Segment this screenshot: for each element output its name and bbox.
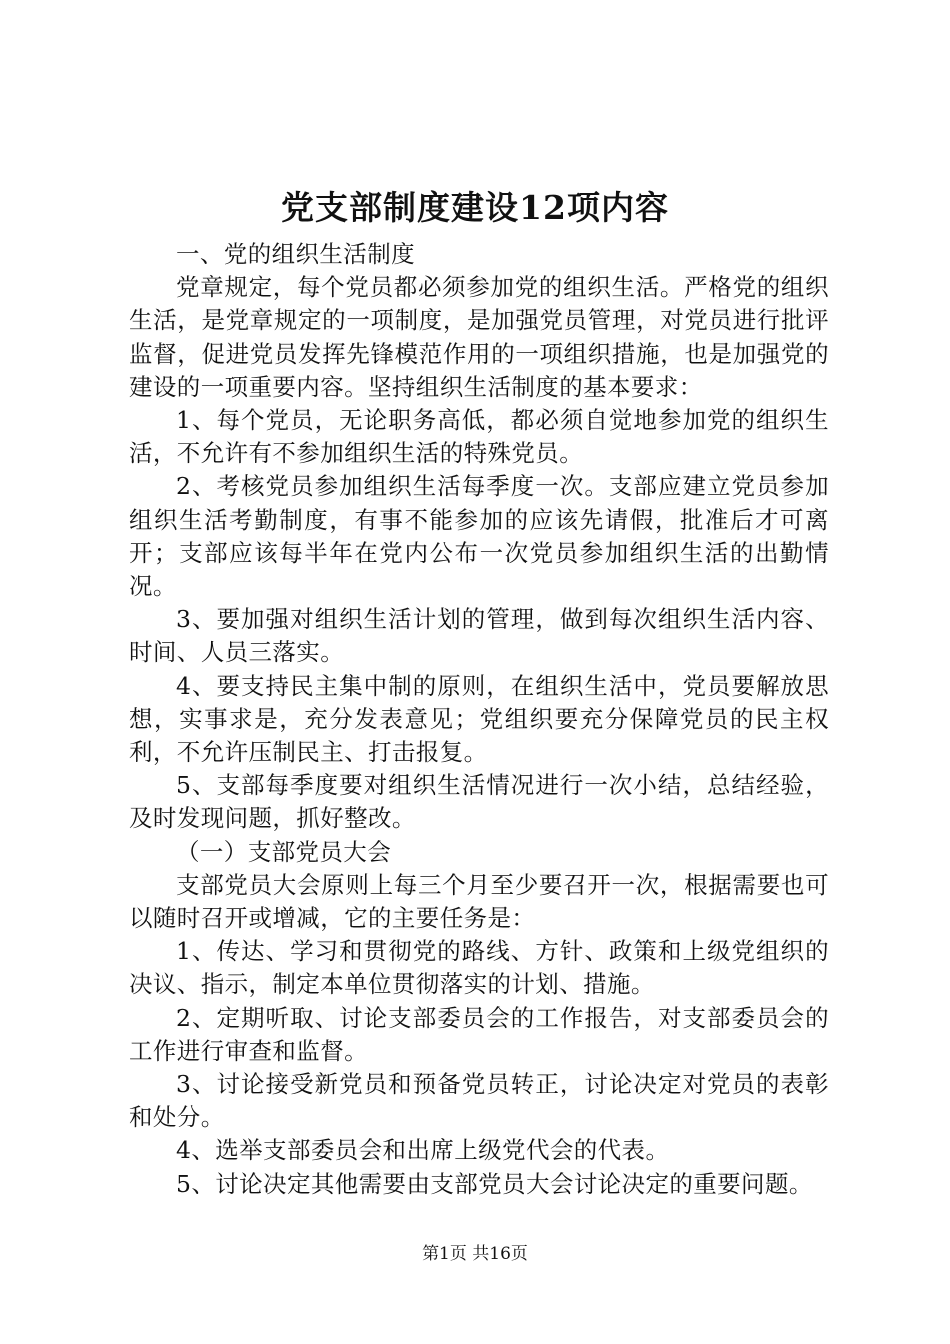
- paragraph: 党章规定，每个党员都必须参加党的组织生活。严格党的组织生活，是党章规定的一项制度，是加强党员管理，对党员进行批评监督，促进党员发挥先锋模范作用的一项组织措施，也是加强党的建设的一项重要内容。坚持组织生活制度的基本要求：: [129, 273, 829, 401]
- list-item: 4、要支持民主集中制的原则，在组织生活中，党员要解放思想，实事求是，充分发表意见；党组织要充分保障党员的民主权利，不允许压制民主、打击报复。: [129, 671, 829, 767]
- document-title: 党支部制度建设12项内容: [281, 188, 669, 227]
- page-footer: 第1页 共16页: [422, 1244, 528, 1264]
- list-item: 5、支部每季度要对组织生活情况进行一次小结，总结经验，及时发现问题，抓好整改。: [129, 771, 829, 833]
- list-item: 2、定期听取、讨论支部委员会的工作报告，对支部委员会的工作进行审查和监督。: [129, 1003, 829, 1065]
- list-item: 5、讨论决定其他需要由支部党员大会讨论决定的重要问题。: [176, 1169, 813, 1198]
- list-item: 4、选举支部委员会和出席上级党代会的代表。: [176, 1136, 670, 1165]
- paragraph: 支部党员大会原则上每三个月至少要召开一次，根据需要也可以随时召开或增减，它的主要任务是：: [129, 870, 829, 933]
- list-item: 3、讨论接受新党员和预备党员转正，讨论决定对党员的表彰和处分。: [129, 1070, 829, 1132]
- list-item: 1、每个党员，无论职务高低，都必须自觉地参加党的组织生活，不允许有不参加组织生活的特殊党员。: [129, 406, 829, 468]
- list-item: 2、考核党员参加组织生活每季度一次。支部应建立党员参加组织生活考勤制度，有事不能参加的应该先请假，批准后才可离开；支部应该每半年在党内公布一次党员参加组织生活的出勤情况。: [129, 472, 829, 601]
- list-item: 3、要加强对组织生活计划的管理，做到每次组织生活内容、时间、人员三落实。: [129, 605, 829, 667]
- section-heading: 一、党的组织生活制度: [176, 240, 415, 268]
- subsection-heading: （一）支部党员大会: [176, 837, 392, 866]
- list-item: 1、传达、学习和贯彻党的路线、方针、政策和上级党组织的决议、指示，制定本单位贯彻落实的计划、措施。: [129, 937, 829, 999]
- document-body: [129, 238, 829, 1201]
